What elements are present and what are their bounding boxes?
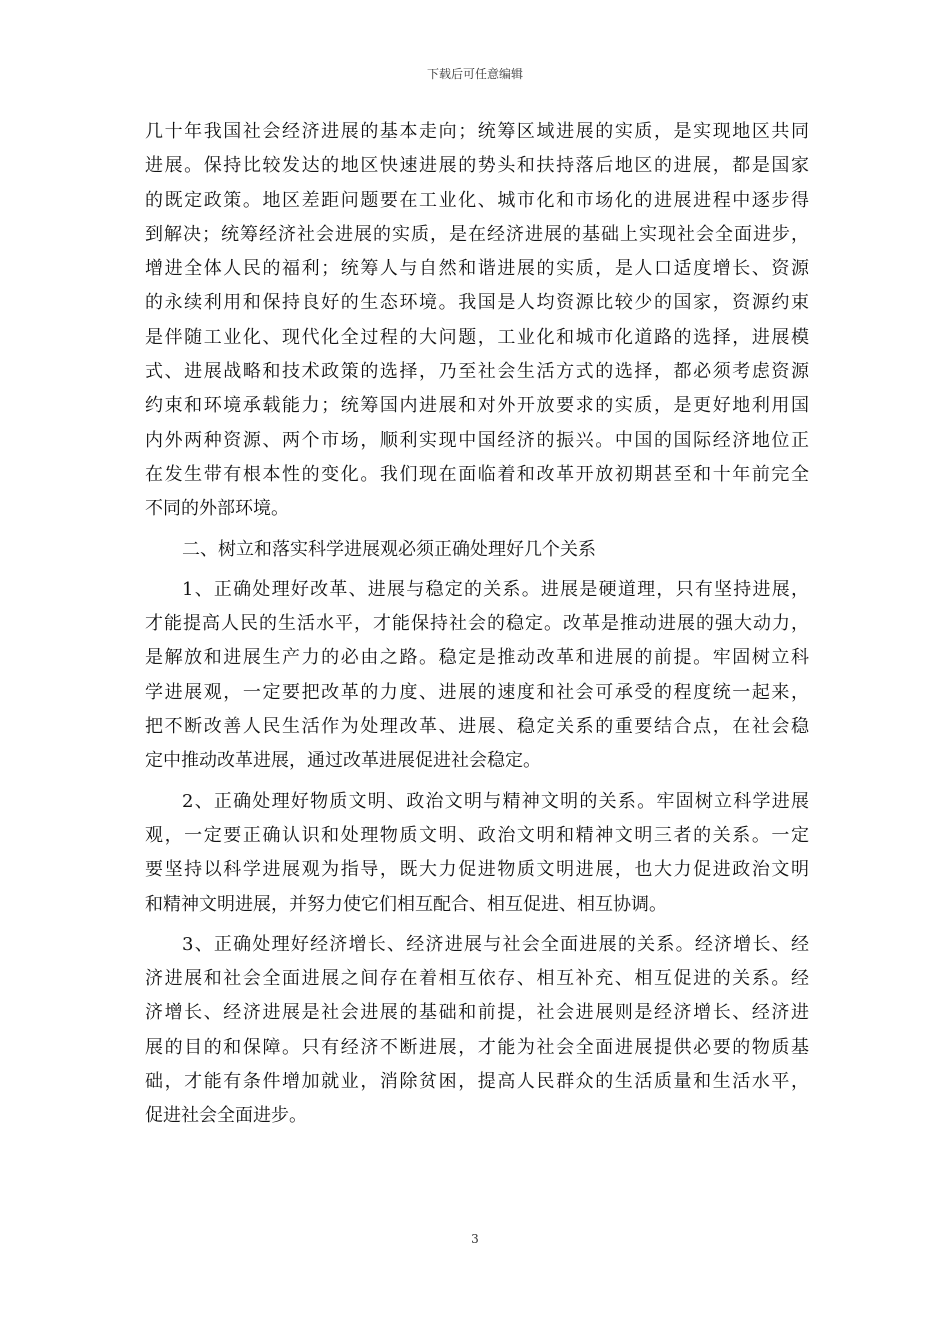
text-line: 学进展观，一定要把改革的力度、进展的速度和社会可承受的程度统一起来， xyxy=(145,681,809,703)
text-line: 观，一定要正确认识和处理物质文明、政治文明和精神文明三者的关系。一定 xyxy=(145,824,809,846)
text-line: 促进社会全面进步。 xyxy=(145,1105,307,1127)
text-line: 定中推动改革进展，通过改革进展促进社会稳定。 xyxy=(145,750,541,772)
paragraph-item-3 xyxy=(145,928,809,1134)
text-line: 进展。保持比较发达的地区快速进展的势头和扶持落后地区的进展，都是国家 xyxy=(145,155,809,177)
text-line: 要坚持以科学进展观为指导，既大力促进物质文明进展，也大力促进政治文明 xyxy=(145,859,809,881)
text-line: 在发生带有根本性的变化。我们现在面临着和改革开放初期甚至和十年前完全 xyxy=(145,463,809,485)
text-line: 增进全体人民的福利；统筹人与自然和谐进展的实质，是人口适度增长、资源 xyxy=(145,258,809,280)
text-line: 和精神文明进展，并努力使它们相互配合、相互促进、相互协调。 xyxy=(145,893,667,915)
page-number: 3 xyxy=(471,1232,479,1246)
text-line: 是伴随工业化、现代化全过程的大问题，工业化和城市化道路的选择，进展模 xyxy=(145,326,809,348)
text-line: 把不断改善人民生活作为处理改革、进展、稳定关系的重要结合点，在社会稳 xyxy=(145,716,809,738)
paragraph-continuation xyxy=(145,115,809,527)
text-line: 式、进展战略和技术政策的选择，乃至社会生活方式的选择，都必须考虑资源 xyxy=(145,361,809,383)
text-line: 1、正确处理好改革、进展与稳定的关系。进展是硬道理，只有坚持进展， xyxy=(182,578,809,600)
text-line: 内外两种资源、两个市场，顺利实现中国经济的振兴。中国的国际经济地位正 xyxy=(145,429,809,451)
document-body xyxy=(145,115,809,1134)
paragraph-item-2 xyxy=(145,785,809,922)
text-line: 展的目的和保障。只有经济不断进展，才能为社会全面进展提供必要的物质基 xyxy=(145,1036,809,1058)
text-line: 2、正确处理好物质文明、政治文明与精神文明的关系。牢固树立科学进展 xyxy=(182,790,809,812)
text-line: 是解放和进展生产力的必由之路。稳定是推动改革和进展的前提。牢固树立科 xyxy=(145,647,809,669)
heading-line: 二、树立和落实科学进展观必须正确处理好几个关系 xyxy=(182,538,596,560)
text-line: 几十年我国社会经济进展的基本走向；统筹区域进展的实质，是实现地区共同 xyxy=(145,121,809,142)
text-line: 3、正确处理好经济增长、经济进展与社会全面进展的关系。经济增长、经 xyxy=(182,933,809,955)
paragraph-item-1 xyxy=(145,573,809,779)
text-line: 济增长、经济进展是社会进展的基础和前提，社会进展则是经济增长、经济进 xyxy=(145,1002,809,1024)
text-line: 才能提高人民的生活水平，才能保持社会的稳定。改革是推动进展的强大动力， xyxy=(145,613,809,635)
text-line: 济进展和社会全面进展之间存在着相互依存、相互补充、相互促进的关系。经 xyxy=(145,968,809,990)
text-line: 不同的外部环境。 xyxy=(145,498,289,520)
text-line: 础，才能有条件增加就业，消除贫困，提高人民群众的生活质量和生活水平， xyxy=(145,1071,809,1093)
page-header: 下载后可任意编辑 xyxy=(426,67,523,81)
section-heading xyxy=(145,533,809,567)
text-line: 的永续利用和保持良好的生态环境。我国是人均资源比较少的国家，资源约束 xyxy=(145,292,809,314)
text-line: 约束和环境承载能力；统筹国内进展和对外开放要求的实质，是更好地利用国 xyxy=(145,395,809,417)
text-line: 的既定政策。地区差距问题要在工业化、城市化和市场化的进展进程中逐步得 xyxy=(145,189,809,211)
text-line: 到解决；统筹经济社会进展的实质，是在经济进展的基础上实现社会全面进步， xyxy=(145,223,809,245)
